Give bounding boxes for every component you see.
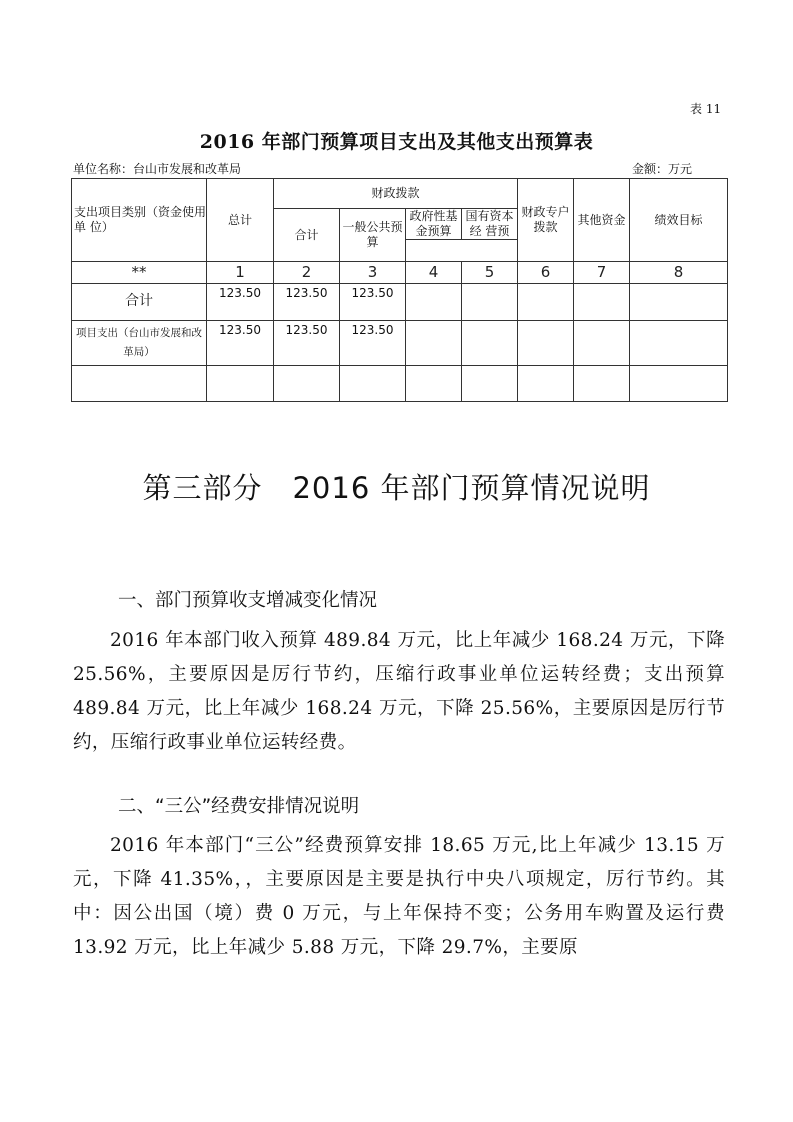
header-category: 支出项目类别（资金使用单 位） [72,179,207,262]
section-title: 第三部分 2016 年部门预算情况说明 [142,471,651,505]
index-cell: 4 [406,262,462,284]
heading-three-public: 二、“三公”经费安排情况说明 [118,796,360,817]
header-general: 一般公共预算 [340,209,406,262]
table-row-empty [72,366,728,402]
index-cell: 3 [340,262,406,284]
header-fiscal: 财政拨款 [274,179,518,209]
index-cell: 1 [207,262,274,284]
table-row [72,284,728,321]
table-row [72,321,728,366]
index-row [72,262,728,284]
header-state-capital: 国有资本经 营预 [462,209,518,240]
row-label: 合计 [72,284,207,321]
header-special: 财政专户拨款 [518,179,574,262]
cell-subtotal: 123.50 [274,284,340,321]
cell-total: 123.50 [207,321,274,366]
row-label: 项目支出（台山市发展和改革局） [72,321,207,366]
budget-table [71,178,728,402]
paragraph-budget-change: 2016 年本部门收入预算 489.84 万元，比上年减少 168.24 万元，下降 25.56%，主要原因是厉行节约，压缩行政事业单位运转经费；支出预算 489.84 万元，比上年减少 168.24 万元，下降 25.56%，主要原因是厉行节约，压缩行政事业单位运转经费。 [73,630,725,753]
index-cell: ** [72,262,207,284]
cell-total: 123.50 [207,284,274,321]
header-performance: 绩效目标 [630,179,728,262]
cell-general: 123.50 [340,321,406,366]
paragraph-three-public: 2016 年本部门“三公”经费预算安排 18.65 万元,比上年减少 13.15 万元，下降 41.35%，，主要原因是主要是执行中央八项规定，厉行节约。其中：因公出国（境）费 0 万元，与上年保持不变；公务用车购置及运行费 13.92 万元，比上年减少 5.88 万元，下降 29.7%，主要原 [73,835,725,958]
table-number: 表 11 [690,102,722,116]
index-cell: 7 [574,262,630,284]
index-cell: 2 [274,262,340,284]
cell-general: 123.50 [340,284,406,321]
heading-budget-change: 一、部门预算收支增减变化情况 [118,590,378,611]
table-title: 2016 年部门预算项目支出及其他支出预算表 [199,131,594,153]
header-total: 总计 [207,179,274,262]
unit-name: 单位名称：台山市发展和改革局 [73,162,242,176]
index-cell: 6 [518,262,574,284]
cell-subtotal: 123.50 [274,321,340,366]
header-gov-fund: 政府性基金预算 [406,209,462,240]
header-subtotal: 合计 [274,209,340,262]
index-cell: 5 [462,262,518,284]
index-cell: 8 [630,262,728,284]
amount-unit: 金额：万元 [632,162,693,176]
header-other: 其他资金 [574,179,630,262]
